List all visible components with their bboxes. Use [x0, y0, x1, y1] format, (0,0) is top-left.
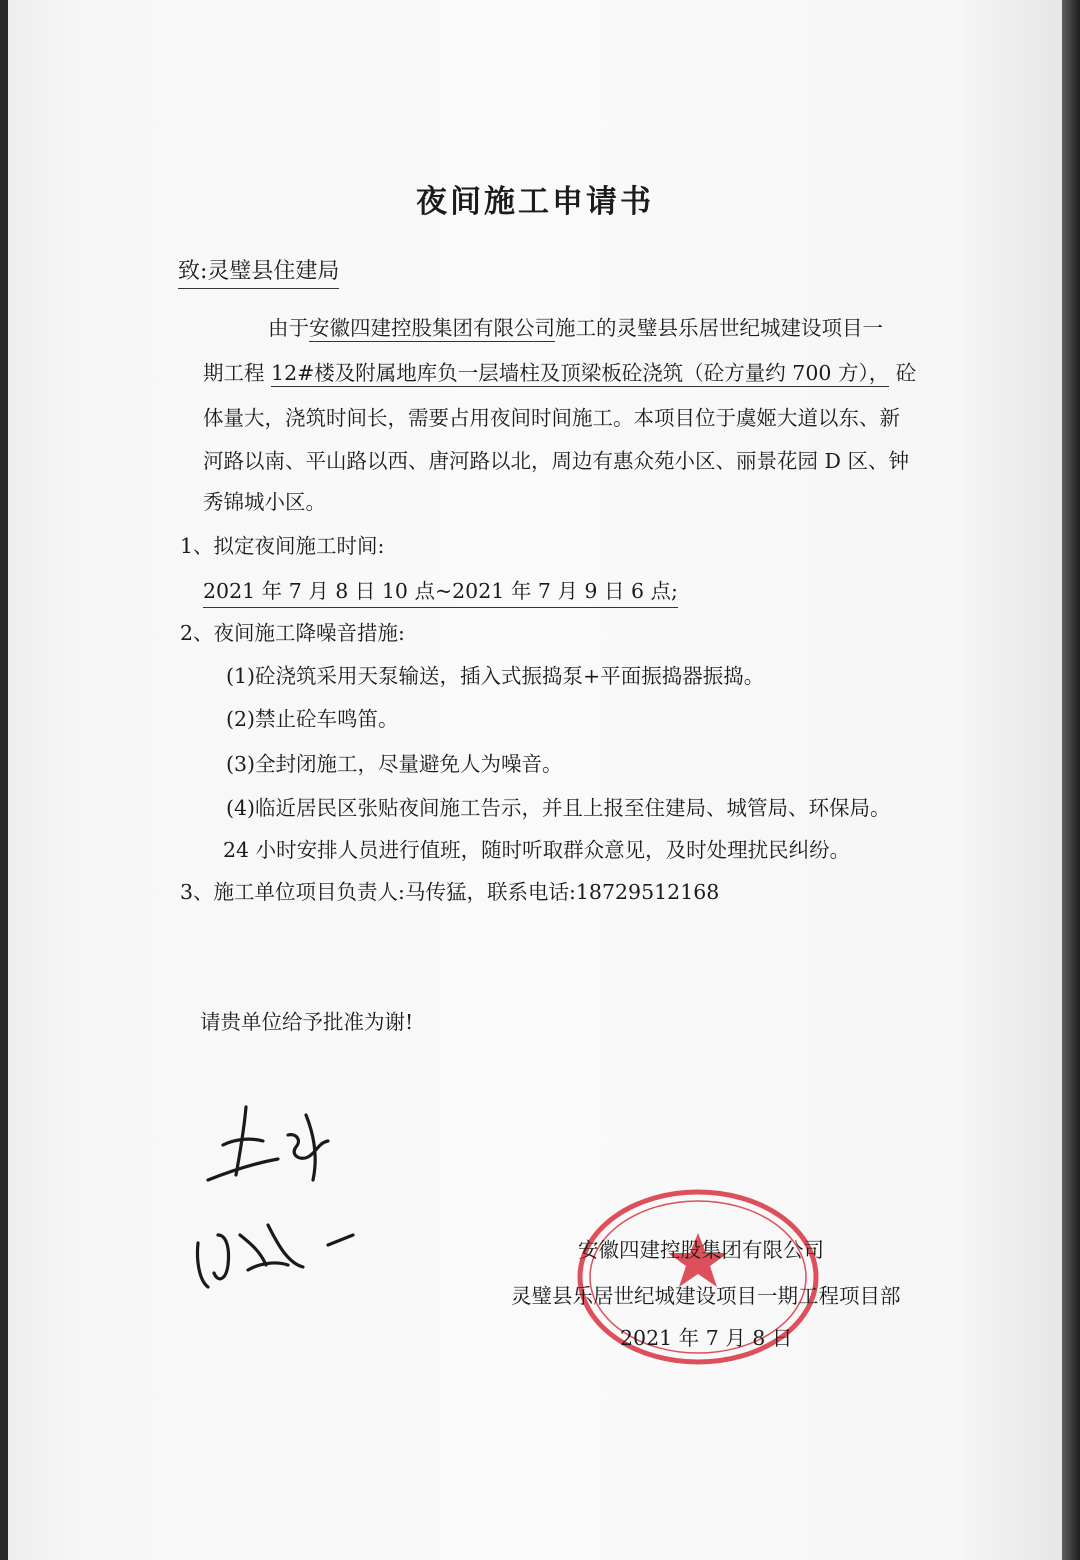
- document-title: 夜间施工申请书: [416, 184, 654, 220]
- measure-item: 24 小时安排人员进行值班，随时听取群众意见，及时处理扰民纠纷。: [223, 838, 851, 862]
- line1-suffix: 施工的灵璧县乐居世纪城建设项目一: [555, 316, 883, 340]
- construction-scope: 12#楼及附属地库负一层墙柱及顶梁板砼浇筑（砼方量约 700 方），: [271, 361, 890, 385]
- measure-item: (3)全封闭施工，尽量避免人为噪音。: [226, 752, 563, 776]
- closing-line: 请贵单位给予批准为谢!: [200, 1010, 414, 1034]
- signing-date: 2021 年 7 月 8 日: [620, 1326, 793, 1350]
- section-3-contact: 3、施工单位项目负责人:马传猛，联系电话:18729512168: [180, 880, 720, 904]
- construction-time: 2021 年 7 月 8 日 10 点~2021 年 7 月 9 日 6 点;: [203, 576, 678, 608]
- section-2-heading: 2、夜间施工降噪音措施:: [180, 621, 405, 645]
- paragraph-line-1: [268, 313, 883, 343]
- paragraph-line-5: 秀锦城小区。: [203, 490, 326, 514]
- signing-project-department: 灵璧县乐居世纪城建设项目一期工程项目部: [511, 1284, 901, 1308]
- signing-organization: 安徽四建控股集团有限公司: [578, 1238, 824, 1262]
- measure-item: (4)临近居民区张贴夜间施工告示，并且上报至住建局、城管局、环保局。: [226, 796, 891, 820]
- company-name: 安徽四建控股集团有限公司: [309, 316, 555, 340]
- paragraph-line-4: 河路以南、平山路以西、唐河路以北，周边有惠众苑小区、丽景花园 D 区、钟: [203, 449, 909, 473]
- section-1-heading: 1、拟定夜间施工时间:: [180, 534, 385, 558]
- handwritten-signature: [178, 1085, 378, 1315]
- measure-item: (1)砼浇筑采用天泵输送，插入式振捣泵+平面振捣器振捣。: [226, 664, 765, 688]
- paragraph-line-3: 体量大，浇筑时间长，需要占用夜间时间施工。本项目位于虞姬大道以东、新: [203, 406, 900, 430]
- line2-suffix: 砼: [895, 361, 917, 385]
- paragraph-line-2: [203, 358, 916, 388]
- line1-prefix: 由于: [268, 316, 309, 340]
- line2-prefix: 期工程: [203, 361, 265, 385]
- addressee: 致:灵璧县住建局: [178, 257, 339, 289]
- measure-item: (2)禁止砼车鸣笛。: [226, 707, 399, 731]
- document-page: [8, 0, 1062, 1560]
